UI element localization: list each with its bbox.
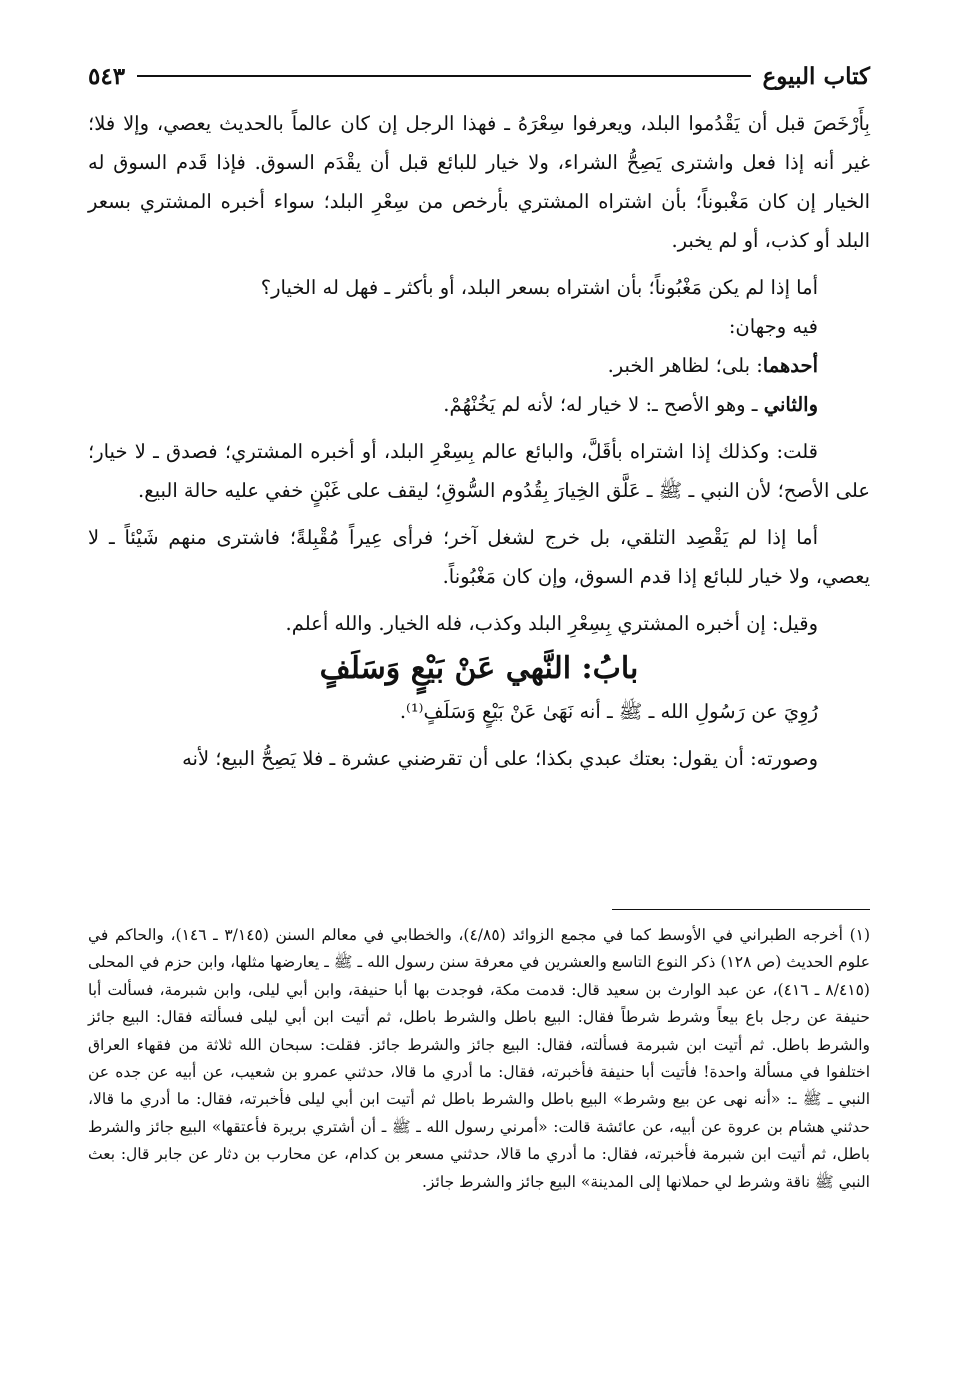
- paragraph: [88, 385, 870, 424]
- page-number: ٥٤٣: [88, 62, 126, 90]
- paragraph: بِأَرْخَصَ قبل أن يَقْدُموا البلد، ويعرفوا سِعْرَهُ ـ فهذا الرجل إن كان عالماً بالحديث يعصي، وإلا فلا؛ غير أنه إذا فعل واشترى يَصِحُّ الشراء، ولا خيار للبائع قبل أن يقْدَم السوق. فإذا قَدم السوق له الخيار إن كان مَغْبوناً؛ بأن اشتراه المشتري بأرخص من سِعْرِ البلد؛ سواء أخبره المشتري بسعر البلد أو كذب، أو لم يخبر.: [88, 112, 870, 252]
- paragraph-text: ـ وهو الأصح ـ: لا خيار له؛ لأنه لم يَخُنْهُمْ.: [443, 393, 764, 416]
- paragraph: فيه وجهان:: [728, 315, 818, 338]
- paragraph: رُوِيَ عن رَسُولِ الله ـ ﷺ ـ أنه نَهَىٰ عَنْ بَيْعٍ وَسَلَفٍ⁽¹⁾.: [399, 700, 818, 723]
- footnote-separator: [612, 909, 870, 910]
- running-title: كتاب البيوع: [762, 62, 870, 90]
- footnotes: [88, 922, 870, 1196]
- paragraph-lead: أحدهما: [762, 354, 818, 377]
- header-rule: [137, 75, 750, 77]
- footnote: (١) أخرجه الطبراني في الأوسط كما في مجمع الزوائد (٤/٨٥)، والخطابي في معالم السنن (٣/١٤٥ ـ ١٤٦)، والحاكم في علوم الحديث (ص ١٢٨) ذكر النوع التاسع والعشرين في معرفة سنن رسول الله ـ ﷺ ـ يعارضها مثلها، وابن حزم في المحلى (٨/٤١٥ ـ ٤١٦)، عن عبد الوارث بن سعيد قال: قدمت مكة، فوجدت بها أبا حنيفة، وابن أبي ليلى، وابن شبرمة، فسألت أبا حنيفة عن رجل باع بيعاً وشرط شرطاً فقال: البيع باطل والشرط باطل، ثم أتيت ابن أبي ليلى فسألته فقال: البيع جائز والشرط باطل. ثم أتيت ابن شبرمة فسألته، فقال: البيع جائز والشرط جائز. فقلت: سبحان الله ثلاثة من فقهاء العراق اختلفوا في مسألة واحدة! فأتيت أبا حنيفة فأخبرته، فقال: ما أدري ما قالا، حدثني عمرو بن شعيب، عن أبيه عن جده عن النبي ـ ﷺ ـ: «أنه نهى عن بيع وشرط» البيع باطل والشرط باطل ثم أتيت ابن أبي ليلى فأخبرته، فقال: ما أدري ما قالا، حدثني هشام بن عروة عن أبيه، عن عائشة قالت: «أمرني رسول الله ـ ﷺ ـ أن أشتري بريرة فأعتقها» البيع جائز والشرط باطل، ثم أتيت ابن شبرمة فأخبرته، فقال: ما أدري ما قالا، حدثني مسعر بن كدام، عن محارب بن دثار عن جابر قال: بعث النبي ﷺ ناقة وشرط لي حملانها إلى المدينة» البيع جائز والشرط جائز.: [88, 926, 871, 1191]
- paragraph: قلت: وكذلك إذا اشتراه بأقَلَّ، والبائع عالم بِسِعْرِ البلد، أو أخبره المشتري؛ فصدق ـ لا خيار؛ على الأصح؛ لأن النبي ـ ﷺ ـ عَلَّق الخِيارَ بِقُدُوم السُّوقِ؛ ليقف على غَبْنٍ خفي عليه حالة البيع.: [88, 440, 870, 502]
- paragraph: أما إذا لم يكن مَغْبُوناً؛ بأن اشتراه بسعر البلد، أو بأكثر ـ فهل له الخيار؟: [260, 276, 818, 299]
- paragraph-text: : بلى؛ لظاهر الخبر.: [607, 354, 763, 377]
- paragraph-lead: والثاني: [763, 393, 818, 416]
- chapter-heading: بابُ: النَّهي عَنْ بَيْعٍ وَسَلَفٍ: [319, 651, 639, 686]
- main-text: [88, 104, 870, 778]
- paragraph: وصورته: أن يقول: بعتك عبدي بكذا؛ على أن تقرضني عشرة ـ فلا يَصِحُّ البيع؛ لأنه: [182, 747, 818, 770]
- paragraph: وقيل: إن أخبره المشتري بِسِعْرِ البلد وكذب، فله الخيار. والله أعلم.: [285, 612, 818, 635]
- page-header: [88, 58, 870, 94]
- paragraph: أما إذا لم يَقْصِد التلقي، بل خرج لشغل آخر؛ فرأى عِيراً مُقْبِلةً؛ فاشترى منهم شَيْئاً ـ لا يعصي، ولا خيار للبائع إذا قدم السوق، وإن كان مَغْبُوناً.: [88, 526, 870, 588]
- paragraph: [88, 346, 870, 385]
